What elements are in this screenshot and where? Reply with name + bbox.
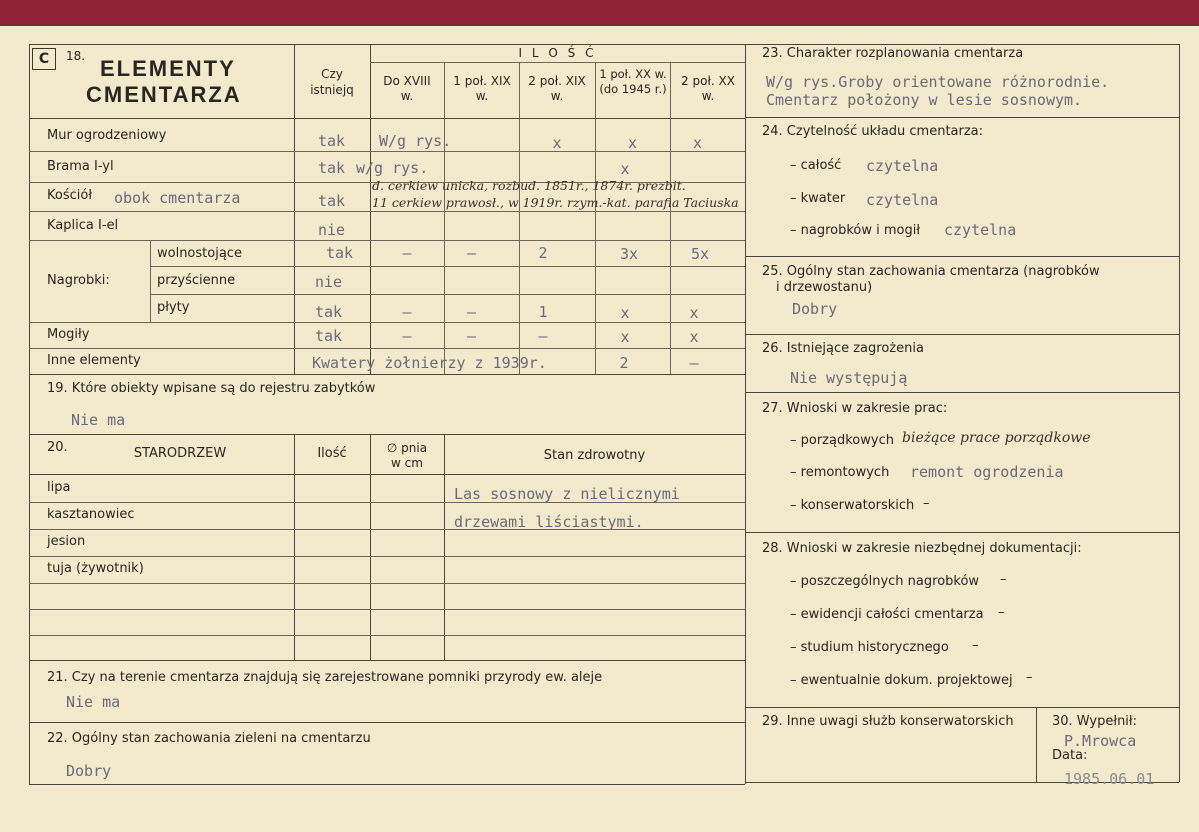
- row-label-gate: Brama I-yl: [47, 159, 114, 174]
- cell-free-p3: 2: [538, 244, 548, 262]
- docs-project-value: –: [1026, 670, 1033, 685]
- row-label-wall: Mur ogrodzeniowy: [47, 128, 167, 143]
- exists-freestanding: tak: [326, 244, 354, 262]
- works-repair-label: – remontowych: [790, 465, 890, 480]
- exists-wall-mounted: nie: [315, 273, 343, 291]
- row-label-graves: Mogiły: [47, 327, 90, 342]
- cell-slab-p1: –: [402, 303, 412, 321]
- date-label: Data:: [1052, 748, 1088, 763]
- gate-note: w/g rys.: [356, 159, 429, 177]
- section-25-value: Dobry: [792, 300, 838, 318]
- tree-thuja: tuja (żywotnik): [47, 561, 144, 576]
- section-18-title-line1: ELEMENTY: [100, 56, 236, 81]
- cell-free-p4: 3x: [619, 245, 639, 263]
- date-value: 1985.06.01: [1064, 770, 1155, 788]
- section-letter: C: [32, 48, 56, 70]
- section-19-value: Nie ma: [71, 411, 126, 429]
- section-19-label: 19. Które obiekty wpisane są do rejestru zabytków: [47, 381, 376, 396]
- cell-graves-p2: –: [466, 327, 477, 345]
- section-27-label: 27. Wnioski w zakresie prac:: [762, 401, 948, 416]
- filled-by-name: P.Mrowca: [1064, 732, 1137, 750]
- section-20-title: STARODRZEW: [133, 446, 227, 461]
- other-elements-note: Kwatery żołnierzy z 1939r.: [312, 354, 547, 372]
- exists-chapel: nie: [318, 221, 346, 239]
- row-label-wall-mounted: przyścienne: [157, 273, 236, 288]
- tree-state-line1: Las sosnowy z nielicznymi: [454, 485, 680, 503]
- works-conservation-label: – konserwatorskich: [790, 498, 915, 513]
- trunk-diameter-header: ∅ pnia: [386, 441, 428, 455]
- row-label-freestanding: wolnostojące: [157, 246, 242, 261]
- cell-wall-p5: x: [692, 134, 703, 152]
- exists-gate: tak: [318, 159, 346, 177]
- section-22-value: Dobry: [66, 762, 112, 780]
- docs-records-value: –: [998, 605, 1005, 620]
- church-history-line1: d. cerkiew unicka, rozbud. 1851r., 1874r. prezbit.: [372, 178, 686, 193]
- legibility-quarters-value: czytelna: [866, 191, 939, 209]
- exists-church: tak: [318, 192, 346, 210]
- cell-graves-p4: x: [620, 328, 630, 346]
- cell-wall-p4: x: [627, 134, 638, 152]
- church-location: obok cmentarza: [114, 189, 241, 207]
- cell-gate-p4: x: [620, 160, 630, 178]
- docs-history-value: –: [972, 638, 979, 653]
- cell-free-p5: 5x: [690, 245, 710, 263]
- cell-free-p2: –: [466, 244, 477, 262]
- cell-other-p4: 2: [619, 354, 629, 372]
- cell-wall-p3: x: [552, 134, 562, 152]
- section-20-number: 20.: [47, 440, 68, 455]
- cell-graves-p5: x: [689, 328, 699, 346]
- works-cleaning-label: – porządkowych: [790, 433, 894, 448]
- cell-slab-p4: x: [620, 304, 630, 322]
- cell-graves-p1: –: [402, 327, 412, 345]
- period-header-1: Do XVIII w.: [383, 74, 431, 103]
- docs-project-label: – ewentualnie dokum. projektowej: [790, 673, 1013, 688]
- exists-wall: tak: [318, 132, 346, 150]
- docs-records-label: – ewidencji całości cmentarza: [790, 607, 984, 622]
- row-label-slabs: płyty: [157, 300, 190, 315]
- section-30-label: 30. Wypełnił:: [1052, 714, 1137, 729]
- section-26-value: Nie występują: [790, 369, 908, 387]
- docs-history-label: – studium historycznego: [790, 640, 949, 655]
- cell-graves-p3: –: [538, 327, 548, 345]
- trees-quantity-header: Ilość: [317, 446, 347, 461]
- quantity-header: I L O Ś Ć: [518, 46, 597, 60]
- works-repair-value: remont ogrodzenia: [910, 463, 1064, 481]
- tree-linden: lipa: [47, 480, 71, 495]
- legibility-whole-value: czytelna: [866, 157, 939, 175]
- section-25-label-line1: 25. Ogólny stan zachowania cmentarza (nagrobków: [762, 264, 1100, 279]
- section-23-line2: Cmentarz położony w lesie sosnowym.: [766, 91, 1083, 109]
- period-header-5: 2 poł. XX w.: [681, 74, 735, 103]
- period-header-3: 2 poł. XIX w.: [528, 74, 586, 103]
- works-conservation-value: –: [923, 496, 930, 511]
- section-18-title-line2: CMENTARZA: [86, 82, 242, 107]
- tree-ash: jesion: [47, 534, 86, 549]
- trunk-diameter-unit: w cm: [391, 456, 423, 470]
- row-label-other: Inne elementy: [47, 353, 141, 368]
- exists-graves: tak: [315, 327, 343, 345]
- cell-slab-p5: x: [689, 304, 699, 322]
- tree-chestnut: kasztanowiec: [47, 507, 135, 522]
- row-label-tombs-group: Nagrobki:: [47, 273, 110, 288]
- cell-other-p5: –: [689, 354, 699, 372]
- section-24-label: 24. Czytelność układu cmentarza:: [762, 124, 984, 139]
- section-25-label-line2: i drzewostanu): [776, 280, 873, 295]
- exists-header: Czy istniejq: [310, 67, 354, 97]
- row-label-chapel: Kaplica I-el: [47, 218, 119, 233]
- health-state-header: Stan zdrowotny: [543, 448, 646, 463]
- legibility-quarters-label: – kwater: [790, 191, 846, 206]
- period-header-2: 1 poł. XIX w.: [453, 74, 511, 103]
- legibility-whole-label: – całość: [790, 158, 842, 173]
- section-21-value: Nie ma: [66, 693, 121, 711]
- cell-slab-p2: –: [466, 303, 477, 321]
- cell-slab-p3: 1: [538, 303, 548, 321]
- section-18-number: 18.: [66, 49, 86, 63]
- section-23-label: 23. Charakter rozplanowania cmentarza: [762, 46, 1024, 61]
- section-23-line1: W/g rys.Groby orientowane różnorodnie.: [766, 73, 1110, 91]
- legibility-tombs-value: czytelna: [944, 221, 1017, 239]
- section-22-label: 22. Ogólny stan zachowania zieleni na cmentarzu: [47, 731, 371, 746]
- tree-state-line2: drzewami liściastymi.: [454, 513, 644, 531]
- row-label-church: Kościół: [47, 188, 93, 203]
- cell-free-p1: –: [402, 244, 412, 262]
- legibility-tombs-label: – nagrobków i mogił: [790, 223, 921, 238]
- wall-note: W/g rys.: [379, 132, 452, 150]
- section-28-label: 28. Wnioski w zakresie niezbędnej dokumentacji:: [762, 541, 1082, 556]
- docs-tombs-value: –: [1000, 572, 1007, 587]
- section-21-label: 21. Czy na terenie cmentarza znajdują się zarejestrowane pomniki przyrody ew. aleje: [47, 670, 603, 685]
- section-26-label: 26. Istniejące zagrożenia: [762, 341, 924, 356]
- period-header-4: 1 poł. XX w. (do 1945 r.): [599, 67, 667, 96]
- section-29-label: 29. Inne uwagi służb konserwatorskich: [762, 714, 1014, 729]
- works-cleaning-value: bieżące prace porządkowe: [902, 430, 1091, 446]
- exists-slabs: tak: [315, 303, 343, 321]
- church-history-line2: 11 cerkiew prawosł., w 1919r. rzym.-kat. parafia Taciuska: [372, 195, 739, 210]
- docs-tombs-label: – poszczególnych nagrobków: [790, 574, 980, 589]
